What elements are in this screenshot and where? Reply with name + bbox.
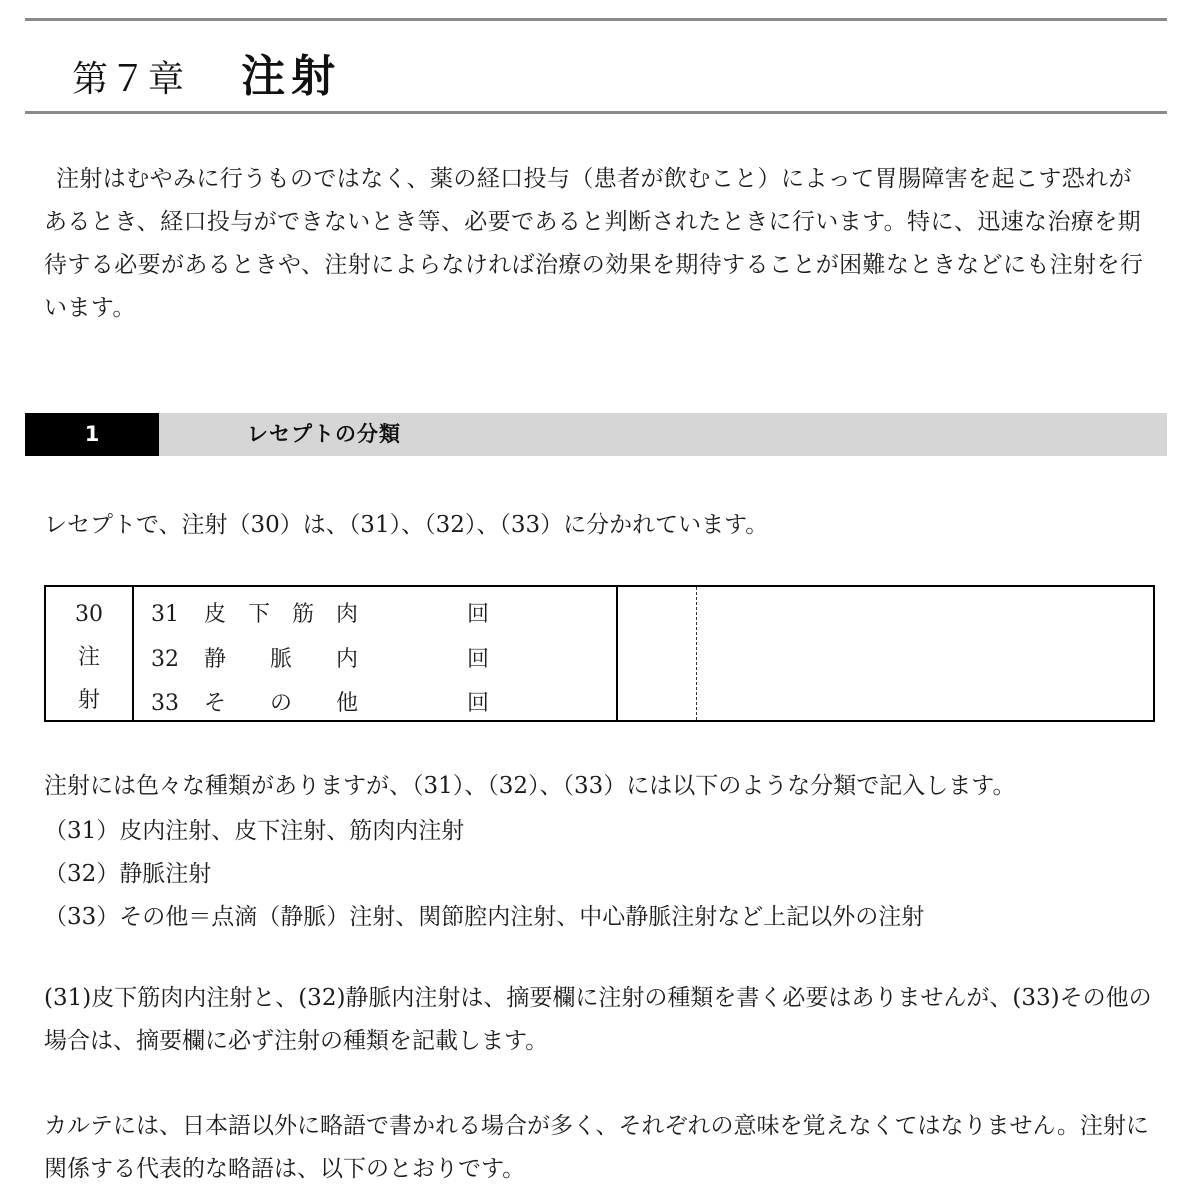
divider-line: [132, 587, 134, 720]
row-label: 静 脈 内: [204, 647, 359, 672]
row-count-unit: 回: [467, 602, 490, 627]
category-code: 30: [75, 602, 103, 627]
receipt-row: [151, 642, 490, 673]
section-header: [25, 413, 1167, 456]
kind-item: （32）静脈注射: [44, 861, 212, 887]
receipt-row: [151, 597, 490, 628]
row-count-unit: 回: [467, 691, 490, 716]
receipt-form-box: [44, 585, 1155, 722]
summary-paragraph: (31)皮下筋肉内注射と、(32)静脈内注射は、摘要欄に注射の種類を書く必要はありませんが、(33)その他の場合は、摘要欄に必ず注射の種類を記載します。: [44, 985, 1152, 1054]
kind-item: （33）その他＝点滴（静脈）注射、関節腔内注射、中心静脈注射など上記以外の注射: [44, 904, 925, 930]
chapter-heading: [72, 40, 341, 104]
divider-line: [616, 587, 618, 720]
row-code: 32: [151, 647, 179, 672]
row-count-unit: 回: [467, 647, 490, 672]
section-number: 1: [25, 413, 159, 456]
chapter-label: 第７章: [72, 59, 187, 100]
chapter-title: 注射: [241, 51, 342, 102]
intro-paragraph: 注射はむやみに行うものではなく、薬の経口投与（患者が飲むこと）によって胃腸障害を起こす恐れがあるとき、経口投与ができないとき等、必要であると判断されたときに行います。特に、迅速な治療を期待する必要があるときや、注射によらなければ治療の効果を期待することが困難なときなどにも注射を行います。: [44, 166, 1144, 321]
kinds-intro: 注射には色々な種類がありますが、（31）、（32）、（33）には以下のような分類で記入します。: [44, 773, 1016, 799]
receipt-category-column: [46, 593, 132, 722]
heading-rule: [25, 111, 1167, 114]
receipt-row: [151, 686, 490, 717]
section-title: レセプトの分類: [247, 422, 401, 446]
row-code: 33: [151, 691, 179, 716]
row-label: 皮 下 筋 肉: [204, 602, 359, 627]
kind-item: （31）皮内注射、皮下注射、筋肉内注射: [44, 818, 465, 844]
top-rule: [25, 18, 1167, 21]
receipt-description: レセプトで、注射（30）は、（31）、（32）、（33）に分かれています。: [44, 512, 769, 538]
row-label: そ の 他: [204, 691, 359, 716]
category-char: 射: [77, 688, 100, 713]
row-code: 31: [151, 602, 179, 627]
category-char: 注: [77, 645, 100, 670]
dashed-divider-line: [696, 587, 697, 720]
abbreviation-paragraph: カルテには、日本語以外に略語で書かれる場合が多く、それぞれの意味を覚えなくてはなりません。注射に関係する代表的な略語は、以下のとおりです。: [44, 1113, 1149, 1182]
